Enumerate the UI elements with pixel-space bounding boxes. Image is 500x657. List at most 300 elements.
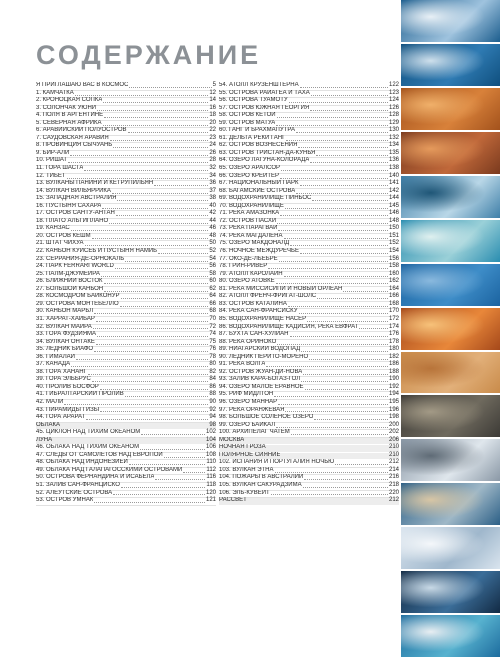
toc-entry-title: 67. НАЦИОНАЛЬНЫЙ ПАРК (219, 180, 299, 187)
toc-page-number: 94 (209, 414, 216, 421)
toc-page-number: 128 (388, 112, 399, 119)
toc-entry-title: 11. ГОРА ШАСТА (36, 165, 84, 172)
toc-leader-dots (94, 313, 208, 314)
coastline-photo (401, 483, 500, 525)
toc-page-number: 150 (388, 225, 399, 232)
toc-entry-title: 66. ОЗЕРО КРЕЙТЕР (219, 172, 279, 179)
toc-page-number: 56 (209, 263, 216, 270)
toc-leader-dots (271, 494, 388, 495)
toc-page-number: 64 (209, 293, 216, 300)
toc-entry-title: 13. ВУЛКАНЫ ПАНИНИ И КЕТРУПИЛЬЯН (36, 180, 154, 187)
toc-page-number: 72 (209, 323, 216, 330)
toc-page-number: 144 (388, 195, 399, 202)
toc-leader-dots (276, 427, 388, 428)
toc-page-number: 210 (388, 451, 399, 458)
toc-page-number: 92 (209, 406, 216, 413)
toc-leader-dots (67, 178, 209, 179)
toc-leader-dots (298, 147, 388, 148)
toc-page-number: 172 (388, 315, 399, 322)
toc-leader-dots (277, 344, 388, 345)
toc-entry-title: 39. ГОРА ЭЛЬБРУС (36, 376, 91, 383)
toc-leader-dots (281, 170, 388, 171)
toc-entry-title: 10. РИШАТ (36, 157, 68, 164)
toc-page-number: 145 (388, 202, 399, 209)
toc-entry-title: 73. РЕКА ПАРАГВАЙ (219, 225, 278, 232)
toc-section-row (219, 498, 399, 506)
toc-entry-title: 38. ГОРА ХАНАНГ (36, 368, 87, 375)
toc-leader-dots (125, 261, 208, 262)
toc-entry-title: Я ПРИГЛАШАЮ ВАС В КОСМОС (36, 82, 129, 88)
toc-leader-dots (125, 396, 209, 397)
toc-entry-title: 104. ПОЖАРЫ В АВСТРАЛИИ (219, 474, 304, 481)
toc-page-number: 84 (209, 376, 216, 383)
toc-leader-dots (92, 238, 209, 239)
toc-leader-dots (113, 494, 205, 495)
toc-entry-title: ПОЛЯРНОЕ СИЯНИЕ (219, 451, 281, 458)
toc-leader-dots (61, 427, 208, 428)
toc-entry-title: 31. ХАРРАТ-ХАЙБАР (36, 315, 95, 322)
toc-page-number: 202 (388, 429, 399, 436)
toc-entry-title: 76. НОЧНОЕ МЕЖДУРЕЧЬЕ (219, 248, 299, 255)
toc-page-number: 32 (209, 165, 216, 172)
toc-page-number: 52 (209, 248, 216, 255)
toc-entry-title: 45. ЦИКЛОН НАД ТИХИМ ОКЕАНОМ (36, 429, 141, 436)
toc-page-number: 26 (209, 149, 216, 156)
toc-leader-dots (92, 381, 209, 382)
toc-entry-title: 94. ОЗЕРО МАЛОЕ ЕРАВНОЕ (219, 383, 304, 390)
toc-entry-title: 75. ОЗЕРО МАКДОНАЛД (219, 240, 290, 247)
toc-page-number: 126 (388, 104, 399, 111)
toc-leader-dots (103, 125, 209, 126)
snowy-peaks-photo (401, 439, 500, 481)
toc-leader-dots (281, 457, 388, 458)
toc-page-number: 98 (209, 421, 216, 428)
toc-entry-title: 7. САУДОВСКАЯ АРАВИЯ (36, 134, 109, 141)
toc-page-number: 142 (388, 187, 399, 194)
toc-leader-dots (141, 434, 205, 435)
toc-leader-dots (86, 419, 208, 420)
coral-island-photo (401, 615, 500, 657)
toc-page-number: 74 (209, 331, 216, 338)
toc-entry-title: 35. ЛЕДНИК БИАФО (36, 346, 94, 353)
toc-leader-dots (129, 87, 211, 88)
toc-page-number: 18 (209, 112, 216, 119)
toc-leader-dots (267, 449, 388, 450)
toc-entry-title: 99. ОЗЕРО БАЙКАЛ (219, 421, 276, 428)
toc-entry-title: 53. ОСТРОВ УМНАК (36, 497, 94, 504)
toc-page-number: 164 (388, 285, 399, 292)
red-desert-ridges-photo (401, 132, 500, 174)
toc-leader-dots (303, 487, 388, 488)
toc-entry-title: 23. СЕРРАНИЯ-ДЕ-ОРНОКАЛЬ (36, 255, 125, 262)
toc-entry-title: 74. РЕКА МАГДАЛЕНА (219, 232, 283, 239)
toc-entry-title: 1. КАМЧАТКА (36, 89, 74, 96)
toc-leader-dots (303, 374, 388, 375)
toc-leader-dots (94, 351, 208, 352)
toc-leader-dots (268, 268, 388, 269)
toc-page-number: 75 (209, 338, 216, 345)
toc-page-number: 88 (209, 391, 216, 398)
toc-page-number: 76 (209, 346, 216, 353)
toc-entry-title: 77. ОКО-ДЕ-ЛЬЕБРЕ (219, 255, 278, 262)
toc-entry-title: 51. ЗАЛИВ САН-ФРАНЦИСКО (36, 481, 120, 488)
toc-leader-dots (121, 298, 209, 299)
toc-entry-title: 71. РЕКА АМАЗОНКА (219, 210, 280, 217)
toc-leader-dots (284, 276, 388, 277)
orange-sand-dunes-photo (401, 88, 500, 130)
toc-entry-title: 59. ОСТРОВ МАТУА (219, 119, 276, 126)
toc-leader-dots (275, 472, 388, 473)
toc-leader-dots (93, 328, 209, 329)
toc-page-number: 50 (209, 240, 216, 247)
toc-page-number: 141 (388, 180, 399, 187)
toc-page-number: 112 (206, 466, 216, 473)
toc-leader-dots (285, 411, 388, 412)
toc-leader-dots (103, 102, 208, 103)
toc-page-number: 176 (388, 331, 399, 338)
toc-right-column (219, 83, 399, 506)
toc-entry-title: 62. ОСТРОВ ВОЗНЕСЕНИЯ (219, 142, 298, 149)
toc-page-number: 16 (209, 104, 216, 111)
toc-entry-title: 16. ПУСТЫНЯ САХАРА (36, 202, 102, 209)
toc-entry-title: 32. ВУЛКАН МАЙРА (36, 323, 92, 330)
toc-entry-title: 4. ПОЛЯ В АРГЕНТИНЕ (36, 112, 104, 119)
toc-page-number: 140 (388, 172, 399, 179)
toc-page-number: 206 (388, 436, 399, 443)
toc-entry-title: 93. ЗАЛИВ КАРА-БОГАЗ-ГОЛ (219, 376, 301, 383)
toc-leader-dots (116, 215, 208, 216)
toc-entry-title: 46. ОБЛАКА НАД ТИХИМ ОКЕАНОМ (36, 444, 140, 451)
toc-page-number: 182 (388, 353, 399, 360)
toc-entry-title: 87. БУХТА САН-ХУЛИАН (219, 331, 289, 338)
toc-page-number: 54 (209, 255, 216, 262)
toc-page-number: 135 (388, 149, 399, 156)
toc-page-number: 28 (209, 157, 216, 164)
toc-entry-title: 9. БИР-АЛИ (36, 149, 70, 156)
toc-entry-title: 24. ПАРК FERRARI WORLD (36, 263, 114, 270)
toc-leader-dots (276, 283, 388, 284)
toc-page-number: 212 (388, 497, 399, 504)
toc-page-number: 188 (388, 368, 399, 375)
toc-leader-dots (300, 185, 388, 186)
toc-entry-title: 78. ГРИН-РИВЕР (219, 263, 268, 270)
toc-leader-dots (277, 117, 388, 118)
toc-entry-title: 68. БАГАМСКИЕ ОСТРОВА (219, 187, 296, 194)
toc-leader-dots (316, 155, 388, 156)
toc-page-number: 198 (388, 414, 399, 421)
toc-leader-dots (307, 321, 388, 322)
toc-entry-title: 20. ОСТРОВ КЕШМ (36, 232, 91, 239)
toc-entry-title: 90. ЛЕДНИК ПЕРИТО-МОРЕНО (219, 353, 309, 360)
toc-leader-dots (312, 200, 388, 201)
toc-page-number: 220 (388, 489, 399, 496)
toc-leader-dots (280, 215, 388, 216)
ocean-with-islands-photo (401, 44, 500, 86)
toc-leader-dots (300, 87, 388, 88)
toc-page-number: 20 (209, 119, 216, 126)
toc-page-number: 78 (209, 353, 216, 360)
toc-page-number: 68 (209, 308, 216, 315)
toc-page-number: 106 (205, 444, 216, 451)
toc-page-number: 154 (388, 248, 399, 255)
toc-entry-title: 42. МАЛИ (36, 398, 64, 405)
toc-leader-dots (53, 442, 205, 443)
toc-entry-title: 100. АРХИПЕЛАГ ЧАТЕМ (219, 429, 290, 436)
toc-page-number: 168 (388, 300, 399, 307)
toc-entry-title: 52. АЛЕУТСКИЕ ОСТРОВА (36, 489, 113, 496)
toc-page-number: 60 (209, 278, 216, 285)
toc-leader-dots (299, 313, 388, 314)
toc-leader-dots (120, 306, 209, 307)
toc-entry-title: 50. ОСТРОВА ФЕРНАНДИНА И ИСАБЕЛА (36, 474, 155, 481)
toc-entry-title: 25. ПАЛМ-ДЖУМЕЙРА (36, 270, 100, 277)
toc-entry-title: 57. ОСТРОВ ЮЖНАЯ ГЕОРГИЯ (219, 104, 310, 111)
toc-page-number: 166 (388, 293, 399, 300)
toc-entry-title: МОСКВА (219, 436, 245, 443)
toc-leader-dots (248, 502, 388, 503)
toc-page-number: 170 (388, 308, 399, 315)
toc-entry-title: 65. ОЗЕРО АРАЛСОР (219, 165, 281, 172)
toc-leader-dots (183, 472, 205, 473)
toc-page-number: 196 (388, 406, 399, 413)
toc-page-number: 90 (209, 398, 216, 405)
toc-entry-title: ЛУНА (36, 436, 53, 443)
toc-page-number: 102 (205, 429, 216, 436)
toc-page-number: 22 (209, 127, 216, 134)
toc-entry-title: 58. ОСТРОВ КЕТОЙ (219, 112, 276, 119)
toc-leader-dots (277, 223, 388, 224)
toc-leader-dots (301, 351, 388, 352)
toc-leader-dots (280, 178, 388, 179)
toc-entry-title: 79. АТОЛЛ КАРОЛАЙН (219, 270, 283, 277)
toc-entry-title: НОЧНАЯ ГРОЗА (219, 444, 266, 451)
toc-leader-dots (64, 404, 208, 405)
toc-entry-title: 33. ГОРА ФУДЗИЯМА (36, 331, 97, 338)
toc-leader-dots (96, 321, 208, 322)
toc-leader-dots (76, 359, 208, 360)
toc-leader-dots (359, 328, 388, 329)
toc-entry-title: 14. ВУЛКАН ВИЛЬЯРРИКА (36, 187, 111, 194)
toc-page-number: 42 (209, 210, 216, 217)
toc-page-number: 124 (388, 97, 399, 104)
toc-entry-title: 5. СЕВЕРНАЯ АФРИКА (36, 119, 102, 126)
toc-page-number: 82 (209, 368, 216, 375)
toc-entry-title: 43. ПИРАМИДЫ ГИЗЫ (36, 406, 100, 413)
toc-leader-dots (154, 185, 208, 186)
toc-leader-dots (335, 464, 388, 465)
toc-leader-dots (296, 132, 388, 133)
toc-entry (219, 430, 399, 438)
toc-page-number: 70 (209, 315, 216, 322)
toc-entry-title: 18. ПЛАТО АЛЬТИПЛАНО (36, 217, 109, 224)
toc-entry-title: 54. АТОЛЛ КРУЗЕНШТЕРНА (219, 82, 299, 88)
toc-entry-title: 34. ВУЛКАН ОНТАКЕ (36, 338, 95, 345)
toc-leader-dots (70, 155, 208, 156)
toc-entry-title: 61. ДЕЛЬТА РЕКИ ГАНГ (219, 134, 286, 141)
toc-entry-title: 26. БЛИЖНИЙ ВОСТОК (36, 278, 103, 285)
toc-page-number: 80 (209, 361, 216, 368)
toc-page-number: 118 (206, 481, 216, 488)
toc-page-number: 116 (206, 474, 216, 481)
toc-leader-dots (286, 140, 388, 141)
toc-leader-dots (311, 95, 388, 96)
toc-entry-title: ОБЛАКА (36, 421, 61, 428)
toc-page-number: 58 (209, 270, 216, 277)
toc-entry-title: 70. ВОДОХРАНИЛИЩЕ (219, 202, 284, 209)
toc-entry-title: 91. РЕКА ВОЛГА (219, 361, 266, 368)
toc-page-number: 148 (388, 217, 399, 224)
toc-page-number: 108 (205, 451, 216, 458)
toc-page-number: 186 (388, 361, 399, 368)
toc-leader-dots (164, 457, 205, 458)
toc-leader-dots (88, 374, 209, 375)
toc-leader-dots (305, 389, 388, 390)
page-title: СОДЕРЖАНИЕ (36, 40, 262, 70)
toc-leader-dots (121, 487, 206, 488)
toc-entry-title: 69. ВОДОХРАНИЛИЩЕ ПИНЬОС (219, 195, 312, 202)
toc-leader-dots (96, 344, 208, 345)
toc-leader-dots (94, 502, 205, 503)
toc-entry-title: 55. ОСТРОВА РАИАТЕА И ТАХА (219, 89, 310, 96)
orange-dunes-sunset-photo (401, 308, 500, 350)
toc-leader-dots (104, 291, 208, 292)
toc-entry-title: 63. ОСТРОВ ТРИСТАН-ДА-КУНЬЯ (219, 149, 316, 156)
toc-page-number: 38 (209, 195, 216, 202)
toc-leader-dots (309, 359, 388, 360)
toc-leader-dots (304, 479, 388, 480)
toc-page-number: 104 (205, 436, 216, 443)
toc-leader-dots (290, 336, 388, 337)
toc-leader-dots (290, 245, 388, 246)
toc-leader-dots (140, 449, 205, 450)
toc-entry-title: 48. ОБЛАКА НАД ИНДОНЕЗИЕЙ (36, 459, 128, 466)
toc-leader-dots (284, 238, 388, 239)
toc-leader-dots (112, 193, 208, 194)
toc-entry-title: 17. ОСТРОВ САНТУ-АНТАН (36, 210, 115, 217)
toc-page-number: 36 (209, 180, 216, 187)
toc-entry-title: 37. КАНАДА (36, 361, 71, 368)
toc-page-number: 146 (388, 210, 399, 217)
toc-leader-dots (289, 102, 388, 103)
toc-leader-dots (104, 117, 208, 118)
toc-page-number: 14 (209, 97, 216, 104)
toc-page-number: 214 (388, 466, 399, 473)
toc-entry-title: 81. РЕКА МИССИСИПИ И НОВЫЙ ОРЛЕАН (219, 285, 343, 292)
toc-page-number: 86 (209, 383, 216, 390)
toc-page-number: 158 (388, 263, 399, 270)
toc-entry-title: 83. ОСТРОВ КАТАЛИНА (219, 300, 287, 307)
toc-leader-dots (71, 366, 208, 367)
clouds-over-blue-sea-photo (401, 0, 500, 42)
toc-page-number: 24 (209, 142, 216, 149)
toc-leader-dots (128, 132, 209, 133)
toc-page-number: 138 (388, 165, 399, 172)
toc-leader-dots (75, 95, 209, 96)
toc-entry-title: 82. АТОЛЛ ФРЕНЧ-ФРИГАТ-ШОЛС (219, 293, 317, 300)
toc-page-number: 129 (388, 119, 399, 126)
toc-leader-dots (155, 479, 205, 480)
toc-page-number: 121 (205, 497, 216, 504)
toc-page-number: 152 (388, 240, 399, 247)
toc-page-number: 194 (388, 391, 399, 398)
toc-leader-dots (109, 223, 208, 224)
toc-entry-title: 60. ГАНГ И БРАХМАПУТРА (219, 127, 295, 134)
toc-leader-dots (245, 442, 388, 443)
toc-entry-title: 3. СОЛОНЧАК УЮНИ (36, 104, 97, 111)
toc-page-number: 162 (388, 278, 399, 285)
toc-leader-dots (301, 381, 388, 382)
toc-entry (36, 430, 216, 438)
toc-leader-dots (274, 396, 388, 397)
toc-entry-title: 2. КРОНОЦКАЯ СОПКА (36, 97, 103, 104)
toc-leader-dots (115, 268, 208, 269)
toc-page-number: 210 (388, 444, 399, 451)
toc-entry-title: 22. КАНЬОН КУИСЕБ И ПУСТЫНЯ НАМИБ (36, 248, 158, 255)
toc-page-number: 120 (205, 489, 216, 496)
toc-leader-dots (158, 253, 208, 254)
toc-page-number: 122 (388, 82, 399, 88)
toc-page-number: 123 (388, 89, 399, 96)
toc-page-number: 156 (388, 255, 399, 262)
toc-page-number: 34 (209, 172, 216, 179)
toc-page-number: 136 (388, 157, 399, 164)
toc-leader-dots (276, 125, 388, 126)
toc-entry-title: 84. РЕКА САН-ФРАНСИСКУ (219, 308, 298, 315)
toc-page-number: 46 (209, 225, 216, 232)
toc-leader-dots (310, 110, 388, 111)
toc-page-number: 44 (209, 217, 216, 224)
toc-leader-dots (129, 464, 206, 465)
toc-leader-dots (317, 298, 388, 299)
toc-entry-title: 96. ОЗЕРО МАННАР (219, 398, 278, 405)
toc-entry-title: 27. БОЛЬШОЙ КАНЬОН (36, 285, 104, 292)
toc-entry-title: 106. ЭЛЬ-КУВЕЙТ (219, 489, 270, 496)
toc-leader-dots (100, 389, 209, 390)
toc-leader-dots (291, 434, 388, 435)
toc-leader-dots (285, 208, 388, 209)
toc-page-number: 48 (209, 232, 216, 239)
toc-entry-title: 6. АРАВИЙСКИЙ ПОЛУОСТРОВ (36, 127, 127, 134)
toc-entry-title: 105. ВУЛКАН САКУРАДЗИМА (219, 481, 302, 488)
toc-leader-dots (310, 162, 388, 163)
toc-entry-title: 72. ОСТРОВ ПАСХИ (219, 217, 277, 224)
toc-leader-dots (110, 140, 209, 141)
toc-leader-dots (101, 276, 208, 277)
toc-entry-title: 97. РЕКА ОРАНЖЕВАЯ (219, 406, 285, 413)
toc-page-number: 190 (388, 376, 399, 383)
toc-page-number: 178 (388, 338, 399, 345)
toc-page-number: 132 (388, 134, 399, 141)
toc-entry-title: 64. ОЗЕРО ЛАГУНА-КОЛОРАДА (219, 157, 310, 164)
toc-entry-title: 19. КАНЗАС (36, 225, 70, 232)
toc-entry-title: 28. КОСМОДРОМ БАЙКОНУР (36, 293, 120, 300)
toc-entry-title: 12. ТИБЕТ (36, 172, 66, 179)
toc-leader-dots (104, 283, 209, 284)
toc-page-number: 62 (209, 285, 216, 292)
toc-entry-title: 36. ГИМАЛАИ (36, 353, 75, 360)
toc-entry-title: 102. ИСПАНИЯ И ПОРТУГАЛИЯ НОЧЬЮ (219, 459, 335, 466)
toc-leader-dots (314, 419, 388, 420)
toc-page-number: 66 (209, 300, 216, 307)
toc-entry-title: 85. ВОДОХРАНИЛИЩЕ НАСЕР (219, 315, 307, 322)
toc-entry-title: 103. ВУЛКАН ЭТНА (219, 466, 274, 473)
toc-leader-dots (278, 404, 388, 405)
toc-page-number: 134 (388, 142, 399, 149)
dark-mountains-photo (401, 395, 500, 437)
toc-page-number: 23 (209, 134, 216, 141)
toc-page-number: 12 (209, 89, 216, 96)
toc-leader-dots (343, 291, 388, 292)
